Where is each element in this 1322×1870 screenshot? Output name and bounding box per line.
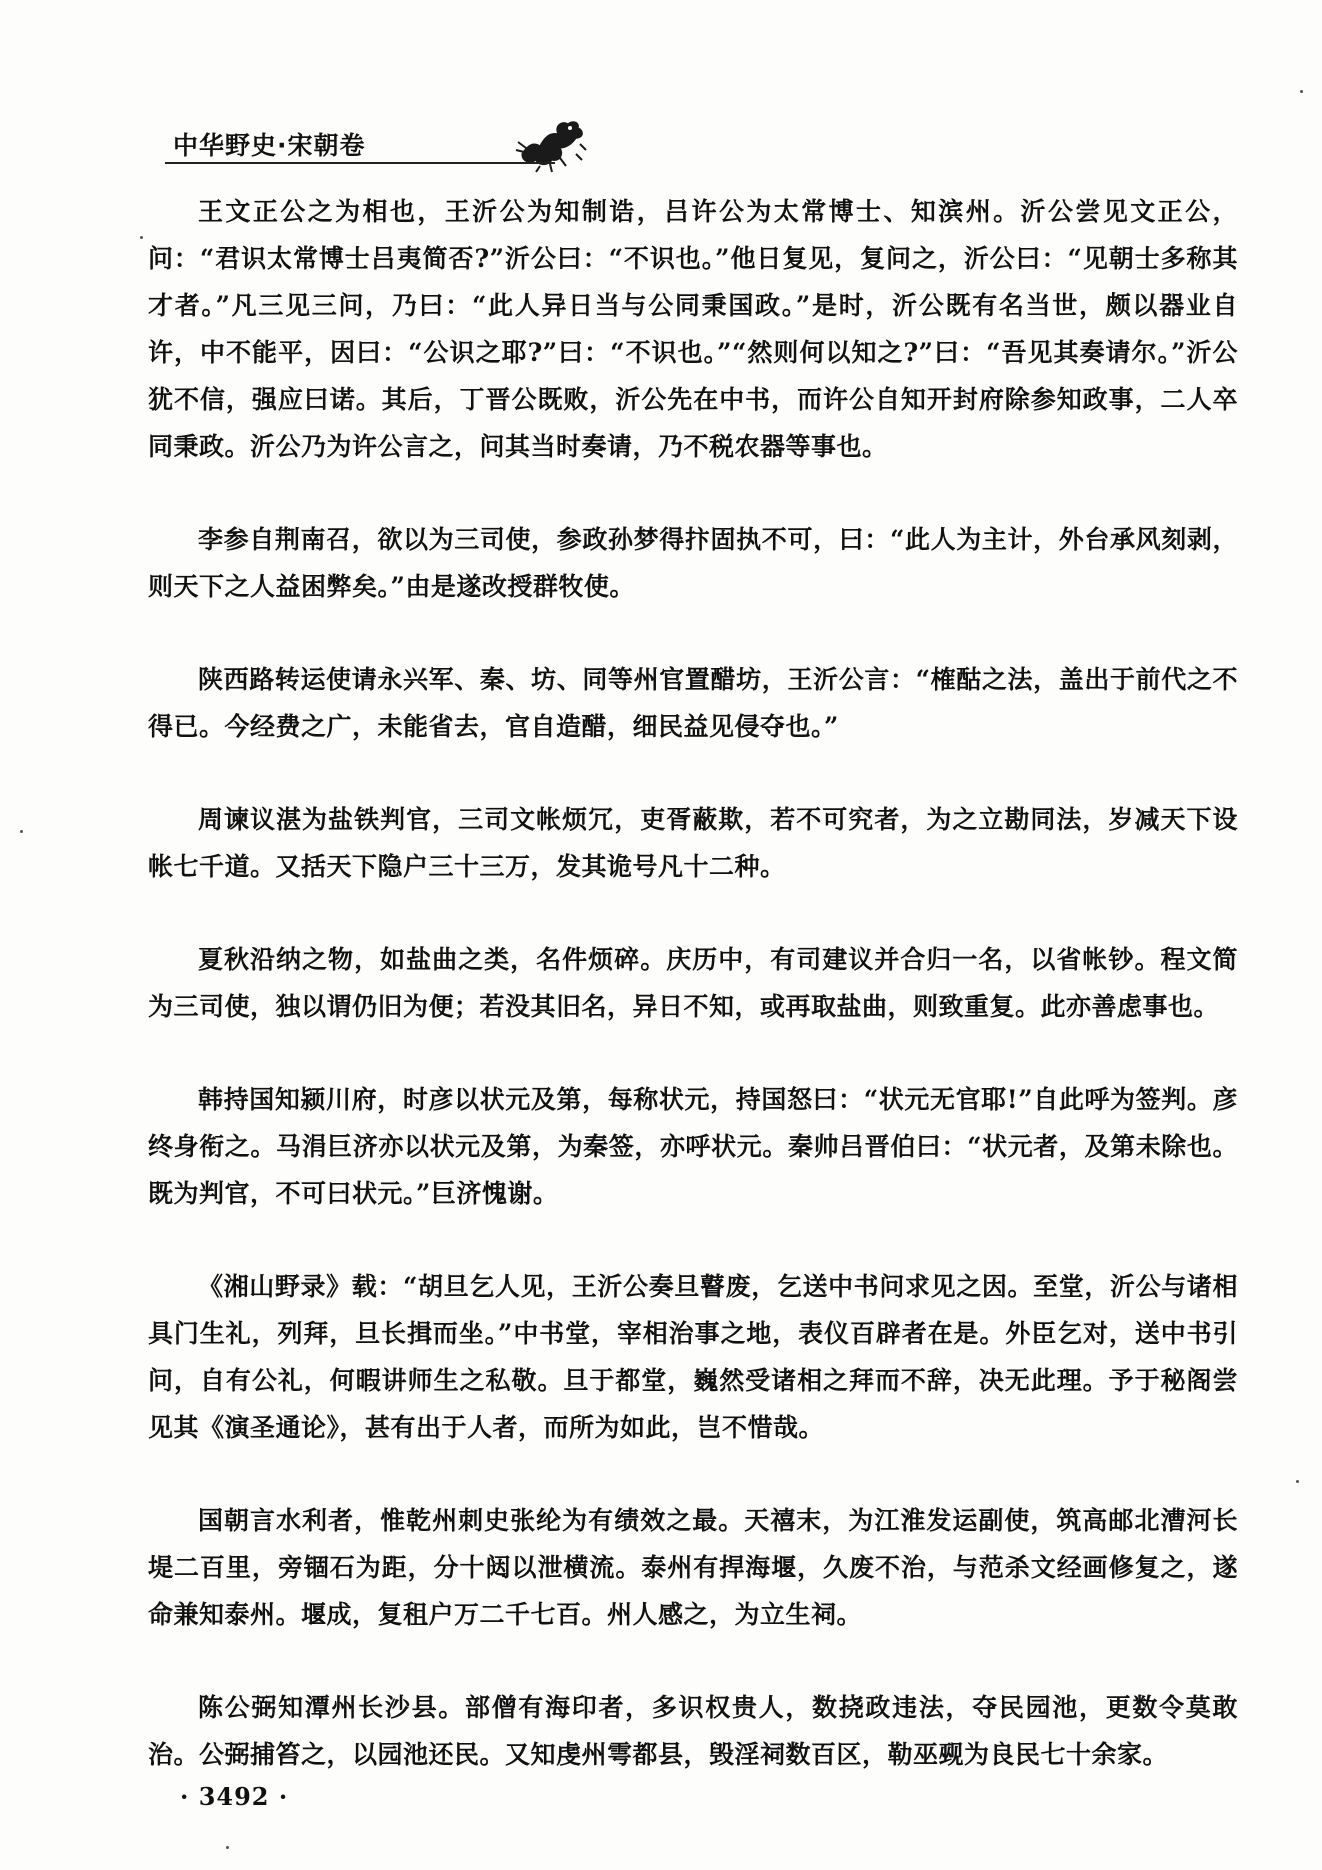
paragraph: 国朝言水利者，惟乾州刺史张纶为有绩效之最。天禧末，为江淮发运副使，筑高邮北漕河长堤二百里，旁锢石为距，分十闼以泄横流。泰州有捍海堰，久废不治，与范杀文经画修复之，遂命兼知泰州。堰成，复租户万二千七百。州人感之，为立生祠。 [148, 1506, 1238, 1629]
page-number: · 3492 · [180, 1782, 289, 1811]
paragraph: 王文正公之为相也，王沂公为知制诰，吕许公为太常博士、知滨州。沂公尝见文正公，问：“君识太常博士吕夷简否?”沂公曰：“不识也。”他日复见，复问之，沂公曰：“见朝士多称其才者。”凡三见三问，乃曰：“此人异日当与公同秉国政。”是时，沂公既有名当世，颇以器业自许，中不能平，因曰：“公识之耶?”曰：“不识也。”“然则何以知之?”曰：“吾见其奏请尔。”沂公犹不信，强应曰诺。其后，丁晋公既败，沂公先在中书，而许公自知开封府除参知政事，二人卒同秉政。沂公乃为许公言之，问其当时奏请，乃不税农器等事也。 [148, 197, 1238, 461]
paragraph: 韩持国知颍川府，时彦以状元及第，每称状元，持国怒曰：“状元无官耶!”自此呼为签判。彦终身衔之。马涓巨济亦以状元及第，为秦签，亦呼状元。秦帅吕晋伯曰：“状元者，及第未除也。既为判官，不可曰状元。”巨济愧谢。 [148, 1085, 1238, 1208]
scan-speck [226, 1846, 229, 1849]
paragraph: 夏秋沿纳之物，如盐曲之类，名件烦碎。庆历中，有司建议并合归一名，以省帐钞。程文简为三司使，独以谓仍旧为便；若没其旧名，异日不知，或再取盐曲，则致重复。此亦善虑事也。 [148, 945, 1238, 1021]
page-header [165, 118, 1245, 180]
scan-speck [1300, 90, 1303, 93]
scan-speck [140, 236, 143, 239]
scan-speck [20, 830, 23, 833]
scan-speck [1296, 1480, 1299, 1483]
body-text [148, 188, 1238, 1778]
dragon-ornament-icon [510, 114, 590, 174]
running-head: 中华野史·宋朝卷 [173, 131, 366, 160]
header-rule [165, 162, 555, 164]
paragraph: 《湘山野录》载：“胡旦乞人见，王沂公奏旦瞽废，乞送中书问求见之因。至堂，沂公与诸相具门生礼，列拜，旦长揖而坐。”中书堂，宰相治事之地，表仪百辟者在是。外臣乞对，送中书引问，自有公礼，何暇讲师生之私敬。旦于都堂，巍然受诸相之拜而不辞，决无此理。予于秘阁尝见其《演圣通论》，甚有出于人者，而所为如此，岂不惜哉。 [148, 1272, 1238, 1442]
paragraph: 陕西路转运使请永兴军、秦、坊、同等州官置醋坊，王沂公言：“榷酤之法，盖出于前代之不得已。今经费之广，未能省去，官自造醋，细民益见侵夺也。” [148, 665, 1238, 741]
paragraph: 李参自荆南召，欲以为三司使，参政孙梦得抃固执不可，曰：“此人为主计，外台承风刻剥，则天下之人益困弊矣。”由是遂改授群牧使。 [148, 525, 1238, 601]
paragraph: 陈公弼知潭州长沙县。部僧有海印者，多识权贵人，数挠政违法，夺民园池，更数令莫敢治。公弼捕笞之，以园池还民。又知虔州雩都县，毁淫祠数百区，勒巫觋为良民七十余家。 [148, 1693, 1238, 1769]
paragraph: 周谏议湛为盐铁判官，三司文帐烦冗，吏胥蔽欺，若不可究者，为之立勘同法，岁减天下设帐七千道。又括天下隐户三十三万，发其诡号凡十二种。 [148, 805, 1238, 881]
